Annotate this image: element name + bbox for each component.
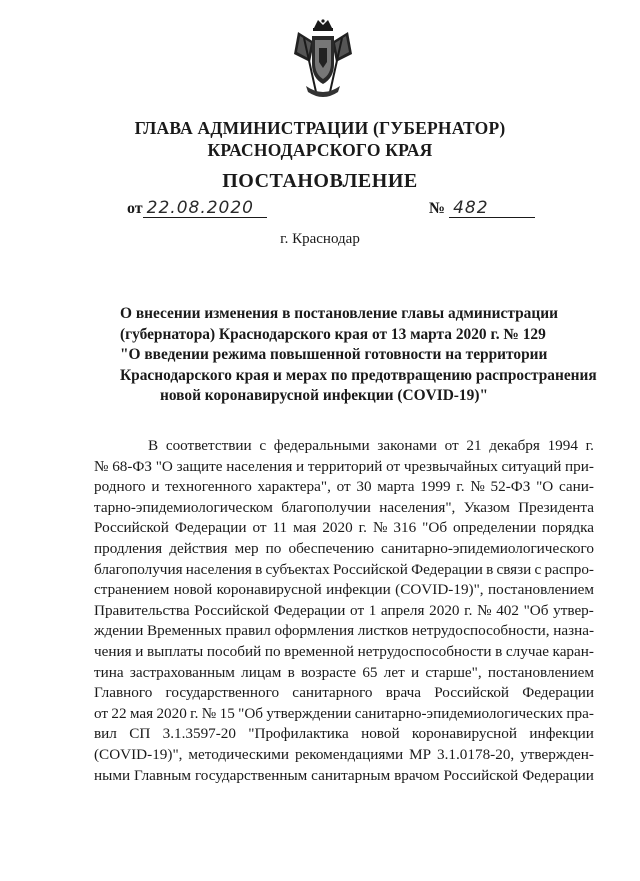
document-number [429,199,535,218]
resolution-body [94,436,594,786]
body-line: чения и выплаты пособий по временной нетрудоспособности в случае каран- [94,642,594,660]
handwritten-number: 482 [449,199,535,218]
authority-name-line2: КРАСНОДАРСКОГО КРАЯ [207,140,433,160]
document-date [127,199,267,218]
body-line: родного и техногенного характера", от 30 марта 1999 г. № 52-ФЗ "О сани- [94,478,594,496]
subject-line: новой коронавирусной инфекции (COVID-19)" [160,387,488,405]
body-line: № 68-ФЗ "О защите населения и территорий от чрезвычайных ситуаций при- [94,457,594,475]
body-line: (COVID-19)", методическими рекомендациями МР 3.1.0178-20, утвержден- [94,745,594,763]
body-line: Правительства Российской Федерации от 1 апреля 2020 г. № 402 "Об утвер- [94,601,594,619]
subject-line: "О введении режима повышенной готовности на территории [120,346,548,364]
coat-of-arms-emblem [292,18,354,102]
body-line: продления действия мер по обеспечению санитарно-эпидемиологического [94,539,594,557]
body-line: от 22 мая 2020 г. № 15 "Об утверждении санитарно-эпидемиологических пра- [94,704,594,722]
number-prefix: № [429,200,446,217]
body-line: Российской Федерации от 11 мая 2020 г. № 316 "Об определении порядка [94,519,594,537]
body-line: тарно-эпидемиологическом благополучии населения", Указом Президента [94,498,594,516]
handwritten-date: 22.08.2020 [143,199,267,218]
body-line: ными Главным государственным санитарным врачом Российской Федерации [94,766,594,784]
body-line: Главного государственного санитарного врача Российской Федерации [94,684,594,702]
body-line: благополучия населения в субъектах Российской Федерации в связи с распро- [94,560,594,578]
body-line: странением новой коронавирусной инфекции (COVID-19)", постановлением [94,581,594,599]
resolution-subject [120,304,597,407]
body-line: В соответствии с федеральными законами от 21 декабря 1994 г. [148,437,594,454]
body-line: вил СП 3.1.3597-20 "Профилактика новой коронавирусной инфекции [94,725,594,743]
date-prefix: от [127,200,143,217]
authority-name-line1: ГЛАВА АДМИНИСТРАЦИИ (ГУБЕРНАТОР) [134,118,506,138]
subject-line: Краснодарского края и мерах по предотвращению распространения [120,366,597,384]
document-type-title: ПОСТАНОВЛЕНИЕ [222,170,418,192]
city-line: г. Краснодар [280,231,360,247]
subject-line: О внесении изменения в постановление главы администрации [120,305,558,322]
subject-line: (губернатора) Краснодарского края от 13 марта 2020 г. № 129 [120,325,546,343]
body-line: тина застрахованным лицам в возрасте 65 лет и старше", постановлением [94,663,594,681]
body-line: ждении Временных правил оформления листков нетрудоспособности, назна- [94,622,594,640]
